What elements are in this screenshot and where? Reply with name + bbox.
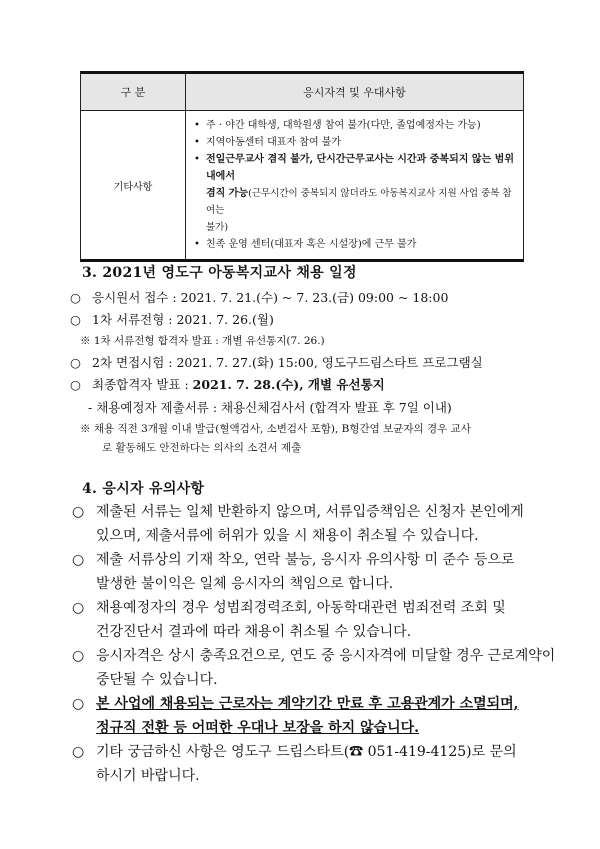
notice-3-cont: 건강진단서 결과에 따라 채용이 취소될 수 있습니다.: [96, 624, 412, 640]
qualification-table: [80, 71, 524, 262]
schedule-final-announcement: ○ 최종합격자 발표 : 2021. 7. 28.(수), 개별 유선통지: [70, 377, 385, 392]
table-header-row: [81, 73, 524, 111]
list-item: • 주 · 야간 대학생, 대학원생 참여 불가(다만, 졸업예정자는 가능): [194, 117, 517, 134]
notice-2: ○ 제출 서류상의 기재 착오, 연락 불능, 응시자 유의사항 미 준수 등으로: [72, 552, 515, 568]
list-item: • 친족 운영 센터(대표자 혹은 시설장)에 근무 불가: [194, 236, 517, 253]
list-item: • 전일근무교사 겸직 불가, 단시간근무교사는 시간과 중복되지 않는 범위 내에서 겸직 가능(근무시간이 중복되지 않더라도 아동복지교사 지원 사업 중복 참여는 불가): [194, 151, 517, 236]
notice-5-cont: 정규직 전환 등 어떠한 우대나 보장을 하지 않습니다.: [96, 720, 419, 736]
notice-3: ○ 채용예정자의 경우 성범죄경력조회, 아동학대관련 범죄전력 조회 및: [72, 600, 506, 616]
section3-title: 3. 2021년 영도구 아동복지교사 채용 일정: [82, 265, 357, 281]
notice-6: ○ 기타 궁금하신 사항은 영도구 드림스타트(☎ 051-419-4125)로 문의: [72, 744, 517, 760]
notice-5: ○ 본 사업에 채용되는 근로자는 계약기간 만료 후 고용관계가 소멸되며,: [72, 696, 519, 712]
schedule-application: ○ 응시원서 접수 : 2021. 7. 21.(수) ~ 7. 23.(금) 09:00 ~ 18:00: [70, 290, 449, 305]
contact-phone: 051-419-4125: [363, 744, 467, 760]
table-header-category: 구 분: [81, 73, 186, 111]
schedule-note-2: ※ 채용 직전 3개월 이내 발급(혈액검사, 소변검사 포함), B형간염 보균자의 경우 교사: [80, 423, 471, 435]
list-item: • 지역아동센터 대표자 참여 불가: [194, 134, 517, 151]
notice-4: ○ 응시자격은 상시 충족요건으로, 연도 중 응시자격에 미달할 경우 근로계약이: [72, 648, 556, 664]
qualification-list: [194, 117, 517, 253]
notice-2-cont: 발생한 불이익은 일체 응시자의 책임으로 합니다.: [96, 576, 394, 592]
schedule-interview: ○ 2차 면접시험 : 2021. 7. 27.(화) 15:00, 영도구드림스타트 프로그램실: [70, 355, 483, 370]
schedule-note-2-cont: 로 활동해도 안전하다는 의사의 소견서 제출: [102, 442, 302, 454]
notice-4-cont: 중단될 수 있습니다.: [96, 672, 218, 688]
table-row: [81, 111, 524, 261]
row-content: [186, 111, 524, 261]
section4-title: 4. 응시자 유의사항: [82, 481, 205, 497]
table-header-qualification: 응시자격 및 우대사항: [186, 73, 524, 111]
notice-1-cont: 있으며, 제출서류에 허위가 있을 시 채용이 취소될 수 있습니다.: [96, 528, 479, 544]
row-label-other: 기타사항: [81, 111, 186, 261]
notice-6-cont: 하시기 바랍니다.: [96, 768, 200, 784]
notice-1: ○ 제출된 서류는 일체 반환하지 않으며, 서류입증책임은 신청자 본인에게: [72, 504, 524, 520]
schedule-required-documents: - 채용예정자 제출서류 : 채용신체검사서 (합격자 발표 후 7일 이내): [88, 400, 452, 415]
schedule-document-screening: ○ 1차 서류전형 : 2021. 7. 26.(월): [70, 312, 274, 327]
schedule-note-1: ※ 1차 서류전형 합격자 발표 : 개별 유선통지(7. 26.): [80, 335, 325, 347]
phone-icon: ☎: [349, 744, 364, 760]
